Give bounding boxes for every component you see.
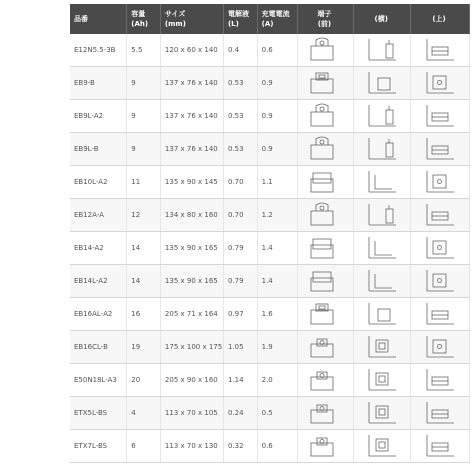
bolt-terminal-side-icon	[354, 331, 411, 364]
header-terminal-side: (横)	[354, 4, 411, 34]
charge-cell: 0.9	[257, 133, 297, 166]
bolt-terminal-side-icon	[354, 397, 411, 430]
round-terminal-front-icon	[297, 199, 354, 232]
table-row	[70, 430, 470, 463]
size-cell: 137 x 76 x 140	[160, 133, 223, 166]
charge-cell: 0.9	[257, 100, 297, 133]
capacity-cell: 5.5	[127, 34, 161, 67]
table-row	[70, 133, 470, 166]
size-cell: 137 x 76 x 140	[160, 100, 223, 133]
header-size: サイズ (mm)	[160, 4, 223, 34]
terminal-top-icon	[411, 430, 470, 463]
electrolyte-cell: 0.4	[223, 34, 257, 67]
charge-cell: 1.6	[257, 298, 297, 331]
header-charge: 充電電流 (A)	[257, 4, 297, 34]
model-cell: EB12A-A	[70, 199, 127, 232]
round-terminal-front-icon	[297, 34, 354, 67]
bracket-terminal-side-icon	[354, 166, 411, 199]
model-cell: EB9L-A2	[70, 100, 127, 133]
table-row	[70, 397, 470, 430]
charge-cell: 1.2	[257, 199, 297, 232]
table-header	[70, 4, 470, 34]
terminal-top-icon	[411, 364, 470, 397]
charge-cell: 1.4	[257, 232, 297, 265]
electrolyte-cell: 0.53	[223, 133, 257, 166]
table-row	[70, 199, 470, 232]
capacity-cell: 4	[127, 397, 161, 430]
terminal-top-icon	[411, 199, 470, 232]
model-cell: EB16AL-A2	[70, 298, 127, 331]
header-model: 品番	[70, 4, 127, 34]
header-electrolyte: 電解液 (L)	[223, 4, 257, 34]
size-cell: 135 x 90 x 165	[160, 265, 223, 298]
charge-cell: 0.6	[257, 34, 297, 67]
table-row	[70, 67, 470, 100]
size-cell: 120 x 60 x 140	[160, 34, 223, 67]
electrolyte-cell: 0.53	[223, 100, 257, 133]
model-cell: EB10L-A2	[70, 166, 127, 199]
header-terminal-top: (上)	[411, 4, 470, 34]
flag-terminal-side-icon	[354, 199, 411, 232]
block-terminal-front-icon	[297, 232, 354, 265]
flag-terminal-side-icon	[354, 34, 411, 67]
capacity-cell: 11	[127, 166, 161, 199]
capacity-cell: 12	[127, 199, 161, 232]
table-row	[70, 364, 470, 397]
model-cell: EB9L-B	[70, 133, 127, 166]
electrolyte-cell: 0.53	[223, 67, 257, 100]
charge-cell: 1.4	[257, 265, 297, 298]
capacity-cell: 19	[127, 331, 161, 364]
capacity-cell: 9	[127, 100, 161, 133]
table-row	[70, 232, 470, 265]
table-row	[70, 34, 470, 67]
bracket-terminal-side-icon	[354, 265, 411, 298]
capacity-cell: 14	[127, 265, 161, 298]
capacity-cell: 20	[127, 364, 161, 397]
electrolyte-cell: 0.70	[223, 199, 257, 232]
terminal-top-icon	[411, 133, 470, 166]
block-terminal-front-icon	[297, 166, 354, 199]
header-capacity: 容量 (Ah)	[127, 4, 161, 34]
terminal-top-icon	[411, 100, 470, 133]
block-terminal-front-icon	[297, 265, 354, 298]
bolt-terminal-side-icon	[354, 364, 411, 397]
size-cell: 135 x 90 x 165	[160, 232, 223, 265]
model-cell: EB14-A2	[70, 232, 127, 265]
bolt-terminal-front-icon	[297, 397, 354, 430]
charge-cell: 0.9	[257, 67, 297, 100]
electrolyte-cell: 0.79	[223, 265, 257, 298]
model-cell: E12N5.5-3B	[70, 34, 127, 67]
electrolyte-cell: 0.24	[223, 397, 257, 430]
bolt-terminal-front-icon	[297, 331, 354, 364]
box-terminal-front-icon	[297, 67, 354, 100]
model-cell: EB9-B	[70, 67, 127, 100]
charge-cell: 2.0	[257, 364, 297, 397]
model-cell: EB16CL-B	[70, 331, 127, 364]
square-terminal-top-icon	[411, 331, 470, 364]
model-cell: E50N18L-A3	[70, 364, 127, 397]
bolt-terminal-side-icon	[354, 430, 411, 463]
capacity-cell: 16	[127, 298, 161, 331]
size-cell: 137 x 76 x 140	[160, 67, 223, 100]
capacity-cell: 14	[127, 232, 161, 265]
battery-spec-table	[70, 4, 470, 463]
square-terminal-top-icon	[411, 67, 470, 100]
electrolyte-cell: 1.14	[223, 364, 257, 397]
square-terminal-top-icon	[411, 265, 470, 298]
bolt-terminal-front-icon	[297, 364, 354, 397]
table-row	[70, 331, 470, 364]
charge-cell: 1.1	[257, 166, 297, 199]
flag-terminal-side-icon	[354, 133, 411, 166]
table-row	[70, 166, 470, 199]
square-terminal-top-icon	[411, 166, 470, 199]
electrolyte-cell: 0.79	[223, 232, 257, 265]
block-terminal-side-icon	[354, 67, 411, 100]
electrolyte-cell: 1.05	[223, 331, 257, 364]
charge-cell: 0.5	[257, 397, 297, 430]
terminal-top-icon	[411, 298, 470, 331]
charge-cell: 0.6	[257, 430, 297, 463]
flag-terminal-side-icon	[354, 100, 411, 133]
electrolyte-cell: 0.70	[223, 166, 257, 199]
round-terminal-front-icon	[297, 133, 354, 166]
box-terminal-front-icon	[297, 298, 354, 331]
capacity-cell: 9	[127, 133, 161, 166]
square-terminal-top-icon	[411, 232, 470, 265]
size-cell: 134 x 80 x 160	[160, 199, 223, 232]
table-body	[70, 34, 470, 463]
model-cell: ETX7L-BS	[70, 430, 127, 463]
table-row	[70, 265, 470, 298]
table-row	[70, 100, 470, 133]
terminal-top-icon	[411, 397, 470, 430]
size-cell: 205 x 90 x 160	[160, 364, 223, 397]
table-row	[70, 298, 470, 331]
block-terminal-side-icon	[354, 298, 411, 331]
header-terminal-front: 端子 (前)	[297, 4, 354, 34]
terminal-top-icon	[411, 34, 470, 67]
electrolyte-cell: 0.32	[223, 430, 257, 463]
bolt-terminal-front-icon	[297, 430, 354, 463]
size-cell: 175 x 100 x 175	[160, 331, 223, 364]
charge-cell: 1.9	[257, 331, 297, 364]
size-cell: 113 x 70 x 130	[160, 430, 223, 463]
capacity-cell: 6	[127, 430, 161, 463]
size-cell: 113 x 70 x 105	[160, 397, 223, 430]
electrolyte-cell: 0.97	[223, 298, 257, 331]
size-cell: 205 x 71 x 164	[160, 298, 223, 331]
model-cell: EB14L-A2	[70, 265, 127, 298]
bracket-terminal-side-icon	[354, 232, 411, 265]
round-terminal-front-icon	[297, 100, 354, 133]
size-cell: 135 x 90 x 145	[160, 166, 223, 199]
model-cell: ETX5L-BS	[70, 397, 127, 430]
capacity-cell: 9	[127, 67, 161, 100]
